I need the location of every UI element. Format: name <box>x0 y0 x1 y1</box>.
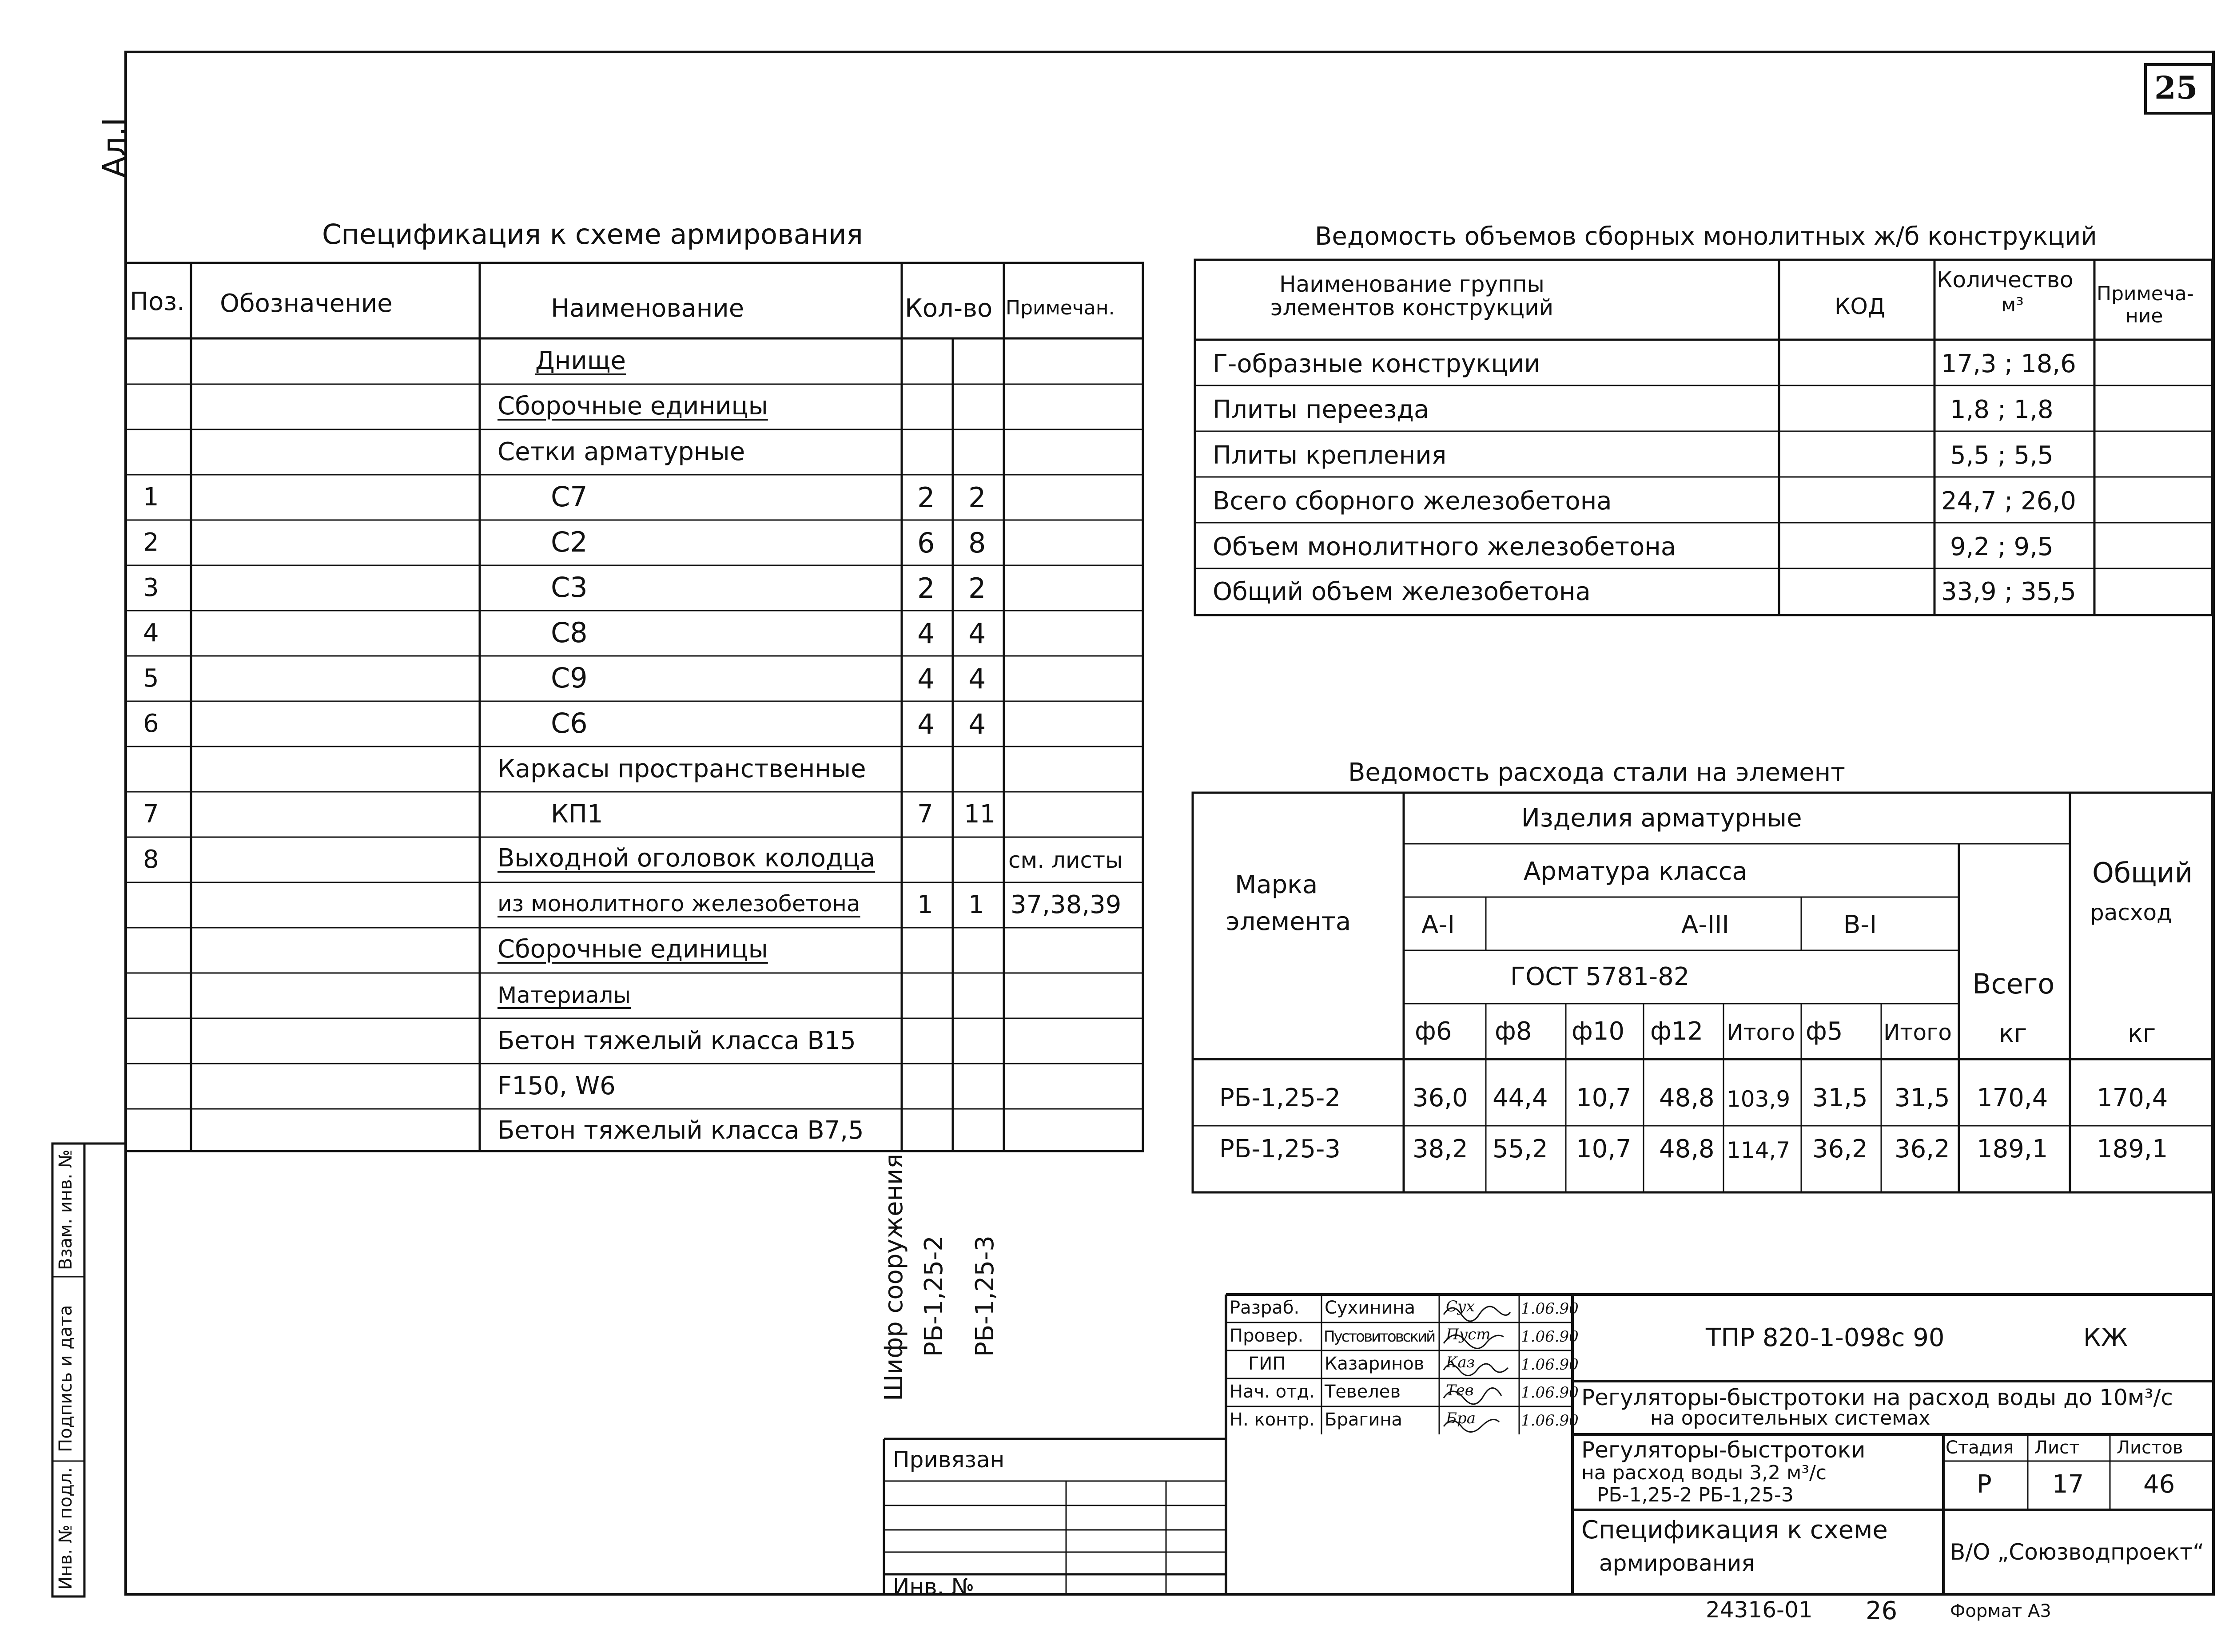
spec-row-pos: 5 <box>143 664 159 693</box>
sheet-label: Лист <box>2034 1438 2080 1458</box>
object-title-1: Регуляторы-быстротоки <box>1581 1437 1866 1463</box>
steel-header-d8: ф8 <box>1495 1017 1532 1046</box>
spec-row-name: С7 <box>551 481 588 513</box>
person-role: Разраб. <box>1230 1298 1300 1318</box>
stage-label: Стадия <box>1946 1438 2014 1458</box>
volumes-header-group-2: элементов конструкций <box>1270 295 1554 321</box>
person-date: 1.06.90 <box>1521 1384 1579 1402</box>
steel-header-itogo2: Итого <box>1883 1020 1952 1045</box>
volumes-row-name: Всего сборного железобетона <box>1213 487 1612 516</box>
steel-header-d6: ф6 <box>1415 1017 1452 1046</box>
spec-row-name: Сборочные единицы <box>498 392 768 421</box>
sheets-label: Листов <box>2117 1438 2183 1458</box>
steel-row-itogo2: 36,2 <box>1895 1135 1950 1164</box>
spec-row-pos: 6 <box>143 709 159 738</box>
cipher-value-1: РБ-1,25-2 <box>919 1235 948 1357</box>
volumes-header-code: КОД <box>1835 294 1885 319</box>
volumes-row-qty: 9,2 ; 9,5 <box>1950 532 2054 561</box>
spec-row-pos: 8 <box>143 845 159 874</box>
sheets-value: 46 <box>2143 1470 2175 1499</box>
spec-header-note: Примечан. <box>1006 297 1115 319</box>
steel-row-itogo: 103,9 <box>1727 1086 1791 1112</box>
volumes-row-name: Объем монолитного железобетона <box>1213 532 1676 561</box>
spec-row-pos: 1 <box>143 483 159 512</box>
spec-row-name: Сборочные единицы <box>498 935 768 964</box>
steel-row-overall: 170,4 <box>2097 1084 2168 1112</box>
spec-header-name: Наименование <box>551 294 744 323</box>
person-role: Нач. отд. <box>1230 1382 1315 1402</box>
cipher-value-2: РБ-1,25-3 <box>971 1235 999 1357</box>
steel-header-total: Всего <box>1972 968 2055 1000</box>
spec-row-q1: 7 <box>917 800 933 829</box>
spec-row-pos: 2 <box>143 528 159 557</box>
volumes-row-name: Плиты крепления <box>1213 441 1447 470</box>
spec-row-q1: 4 <box>917 663 935 695</box>
footer-page: 26 <box>1866 1596 1898 1625</box>
steel-row-d8: 55,2 <box>1493 1135 1548 1164</box>
spec-header-pos: Поз. <box>130 287 185 316</box>
volumes-row-qty: 1,8 ; 1,8 <box>1950 395 2054 424</box>
steel-header-rebar-class: Арматура класса <box>1524 857 1747 886</box>
spec-row-pos: 3 <box>143 573 159 602</box>
side-stamp-vzam-inv: Взам. инв. № <box>56 1149 76 1270</box>
steel-row-d5: 31,5 <box>1812 1084 1868 1112</box>
steel-row-total: 170,4 <box>1977 1084 2048 1112</box>
spec-row-q1: 4 <box>917 617 935 650</box>
person-name: Тевелев <box>1325 1382 1401 1402</box>
volumes-header-note-2: ние <box>2125 305 2163 327</box>
steel-header-itogo: Итого <box>1727 1020 1795 1045</box>
project-title-2: на оросительных системах <box>1650 1407 1930 1430</box>
object-title-3: РБ-1,25-2 РБ-1,25-3 <box>1597 1484 1794 1506</box>
person-date: 1.06.90 <box>1521 1328 1579 1346</box>
spec-row-name: С6 <box>551 707 588 739</box>
sheet-title-2: армирования <box>1599 1550 1755 1576</box>
volumes-header-qty-2: м³ <box>2001 294 2024 316</box>
spec-row-q2: 8 <box>968 527 986 559</box>
volumes-row-qty: 5,5 ; 5,5 <box>1950 441 2054 470</box>
steel-header-kg: кг <box>1999 1019 2027 1048</box>
steel-row-d5: 36,2 <box>1812 1135 1868 1164</box>
person-role: Н. контр. <box>1230 1410 1315 1430</box>
volumes-row-qty: 17,3 ; 18,6 <box>1941 349 2076 378</box>
spec-row-q2: 4 <box>968 708 986 740</box>
steel-header-overall-2: расход <box>2090 900 2172 925</box>
doc-code: ТПР 820-1-098с 90 <box>1706 1323 1945 1352</box>
spec-row-q2: 1 <box>968 890 984 919</box>
steel-header-d5: ф5 <box>1806 1017 1843 1046</box>
person-name: Пустовитовский <box>1324 1328 1435 1346</box>
spec-row-q2: 2 <box>968 481 986 514</box>
person-signature: Тев <box>1446 1382 1474 1399</box>
spec-row-note: 37,38,39 <box>1011 890 1122 919</box>
spec-row-q1: 2 <box>917 572 935 604</box>
spec-header-designation: Обозначение <box>220 289 393 318</box>
steel-row-d8: 44,4 <box>1493 1084 1548 1112</box>
cipher-label: Шифр сооружения <box>880 1153 908 1401</box>
spec-header-qty: Кол-во <box>905 294 993 323</box>
volumes-title: Ведомость объемов сборных монолитных ж/б конструкций <box>1315 222 2097 251</box>
volumes-row-name: Общий объем железобетона <box>1213 577 1591 606</box>
steel-row-mark: РБ-1,25-2 <box>1219 1084 1341 1112</box>
volumes-row-name: Плиты переезда <box>1213 395 1429 424</box>
steel-header-d10: ф10 <box>1572 1017 1625 1046</box>
steel-header-a1: А-I <box>1421 910 1455 939</box>
person-date: 1.06.90 <box>1521 1356 1579 1374</box>
spec-row-name: С8 <box>551 616 588 649</box>
side-stamp-inv-podl: Инв. № подл. <box>56 1467 76 1590</box>
steel-title: Ведомость расхода стали на элемент <box>1348 758 1845 787</box>
person-name: Сухинина <box>1325 1298 1416 1318</box>
spec-row-note: см. листы <box>1008 847 1123 873</box>
volumes-header-group-1: Наименование группы <box>1279 271 1544 297</box>
page-number: 25 <box>2154 69 2198 106</box>
steel-row-overall: 189,1 <box>2097 1135 2168 1164</box>
steel-row-d10: 10,7 <box>1576 1135 1632 1164</box>
steel-header-kg2: кг <box>2128 1019 2156 1048</box>
project-title-1: Регуляторы-быстротоки на расход воды до 10м³/с <box>1581 1385 2173 1410</box>
person-signature: Бра <box>1446 1410 1476 1427</box>
footer-format: Формат А3 <box>1950 1601 2051 1621</box>
person-signature: Каз <box>1446 1354 1475 1371</box>
steel-row-d6: 36,0 <box>1413 1084 1468 1112</box>
spec-row-name: из монолитного железобетона <box>498 891 860 917</box>
person-signature: Пуст <box>1446 1326 1491 1343</box>
corner-mark: Ал.I <box>96 117 132 178</box>
spec-row-q1: 4 <box>917 708 935 740</box>
sheet-title-1: Спецификация к схеме <box>1581 1516 1888 1545</box>
side-stamp-signature-date: Подпись и дата <box>56 1305 76 1452</box>
object-title-2: на расход воды 3,2 м³/с <box>1581 1461 1827 1484</box>
volumes-row-name: Г-образные конструкции <box>1213 349 1540 378</box>
person-signature: Сух <box>1446 1298 1475 1315</box>
steel-row-d12: 48,8 <box>1659 1084 1715 1112</box>
volumes-row-qty: 33,9 ; 35,5 <box>1941 577 2076 606</box>
spec-row-name: С9 <box>551 662 588 694</box>
spec-title: Спецификация к схеме армирования <box>322 218 863 250</box>
privyazan-inv-label: Инв. № <box>893 1574 975 1600</box>
spec-row-name: Бетон тяжелый класса В7,5 <box>498 1116 864 1145</box>
spec-row-name: Материалы <box>498 982 631 1008</box>
sheet-value: 17 <box>2052 1470 2084 1499</box>
spec-row-name: КП1 <box>551 800 603 829</box>
spec-row-pos: 7 <box>143 800 159 829</box>
organization: В/О „Союзводпроект“ <box>1950 1539 2205 1565</box>
steel-header-mark-1: Марка <box>1235 870 1318 899</box>
spec-row-name: Бетон тяжелый класса В15 <box>498 1026 856 1055</box>
person-name: Казаринов <box>1325 1354 1425 1374</box>
spec-row-q1: 2 <box>917 481 935 514</box>
steel-row-itogo: 114,7 <box>1727 1137 1791 1163</box>
steel-header-gost: ГОСТ 5781-82 <box>1510 962 1690 991</box>
volumes-header-qty-1: Количество <box>1937 267 2074 293</box>
spec-row-name: Выходной оголовок колодца <box>498 844 876 873</box>
steel-row-d10: 10,7 <box>1576 1084 1632 1112</box>
steel-header-a3: А-III <box>1681 910 1730 939</box>
person-role: ГИП <box>1248 1354 1286 1374</box>
steel-row-total: 189,1 <box>1977 1135 2048 1164</box>
spec-row-pos: 4 <box>143 619 159 647</box>
spec-row-name: С3 <box>551 571 588 604</box>
steel-row-itogo2: 31,5 <box>1895 1084 1950 1112</box>
steel-header-b1: В-I <box>1843 910 1877 939</box>
spec-row-q2: 4 <box>968 617 986 650</box>
doc-mark: КЖ <box>2083 1323 2128 1352</box>
spec-row-name: Каркасы пространственные <box>498 755 866 783</box>
volumes-row-qty: 24,7 ; 26,0 <box>1941 487 2076 516</box>
spec-row-q2: 4 <box>968 663 986 695</box>
spec-row-name: С2 <box>551 526 588 558</box>
steel-row-d6: 38,2 <box>1413 1135 1468 1164</box>
person-date: 1.06.90 <box>1521 1300 1579 1318</box>
spec-row-q1: 1 <box>917 890 933 919</box>
volumes-header-note-1: Примеча- <box>2097 282 2194 305</box>
person-role: Провер. <box>1230 1326 1304 1346</box>
person-date: 1.06.90 <box>1521 1412 1579 1430</box>
spec-row-q1: 6 <box>917 527 935 559</box>
stage-value: Р <box>1977 1470 1992 1499</box>
privyazan-label: Привязан <box>893 1447 1005 1473</box>
steel-header-overall-1: Общий <box>2092 857 2193 889</box>
footer-code: 24316-01 <box>1706 1597 1813 1623</box>
spec-row-q2: 2 <box>968 572 986 604</box>
steel-header-d12: ф12 <box>1650 1017 1704 1046</box>
steel-header-products: Изделия арматурные <box>1521 804 1802 833</box>
person-name: Брагина <box>1325 1410 1403 1430</box>
spec-row-name: F150, W6 <box>498 1072 616 1100</box>
spec-row-name: Сетки арматурные <box>498 437 745 466</box>
steel-row-d12: 48,8 <box>1659 1135 1715 1164</box>
spec-row-q2: 11 <box>964 800 996 829</box>
steel-row-mark: РБ-1,25-3 <box>1219 1135 1341 1164</box>
steel-header-mark-2: элемента <box>1226 907 1351 936</box>
spec-row-name: Днище <box>535 346 626 375</box>
